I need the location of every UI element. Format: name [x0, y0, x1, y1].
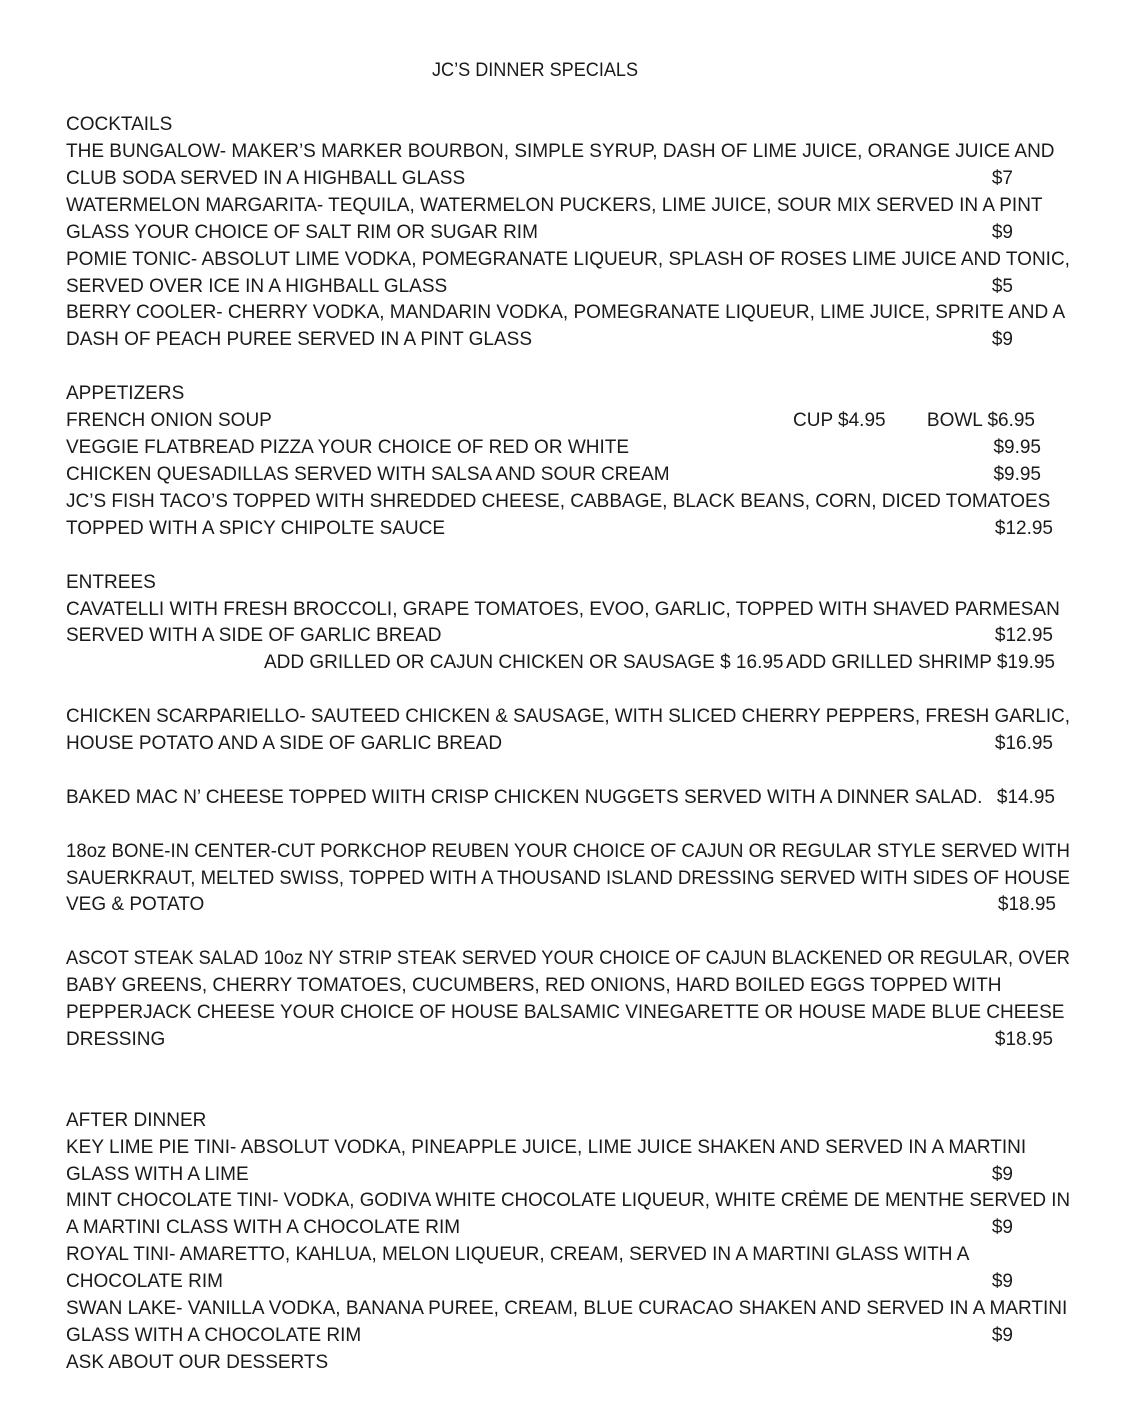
section-heading-appetizers: APPETIZERS	[66, 383, 185, 404]
entree-description: CAVATELLI WITH FRESH BROCCOLI, GRAPE TOMATOES, EVOO, GARLIC, TOPPED WITH SHAVED PARMESAN	[66, 599, 1060, 620]
entree-addon-shrimp: ADD GRILLED SHRIMP $19.95	[786, 652, 1055, 673]
section-heading-after-dinner: AFTER DINNER	[66, 1110, 207, 1131]
cocktail-price: $9	[991, 329, 1013, 350]
cocktail-description: CLUB SODA SERVED IN A HIGHBALL GLASS	[66, 168, 466, 189]
cocktail-description: BERRY COOLER- CHERRY VODKA, MANDARIN VODKA, POMEGRANATE LIQUEUR, LIME JUICE, SPRITE AND A	[66, 302, 1066, 323]
entree-description: CHICKEN SCARPARIELLO- SAUTEED CHICKEN & SAUSAGE, WITH SLICED CHERRY PEPPERS, FRESH GARLIC,	[66, 706, 1070, 727]
cocktail-description: SERVED OVER ICE IN A HIGHBALL GLASS	[66, 276, 448, 297]
after-dinner-description: MINT CHOCOLATE TINI- VODKA, GODIVA WHITE CHOCOLATE LIQUEUR, WHITE CRÈME DE MENTHE SERVED IN	[66, 1190, 1071, 1211]
after-dinner-description: CHOCOLATE RIM	[66, 1271, 223, 1292]
cocktail-price: $7	[991, 168, 1013, 189]
after-dinner-description: GLASS WITH A CHOCOLATE RIM	[66, 1325, 362, 1346]
entree-description: PEPPERJACK CHEESE YOUR CHOICE OF HOUSE BALSAMIC VINEGARETTE OR HOUSE MADE BLUE CHEESE	[66, 1002, 1065, 1023]
entree-price: $12.95	[994, 625, 1053, 646]
appetizer-price-cup: CUP $4.95	[793, 410, 886, 431]
appetizer-price-bowl: BOWL $6.95	[926, 410, 1035, 431]
section-heading-entrees: ENTREES	[66, 572, 156, 593]
after-dinner-price: $9	[991, 1164, 1013, 1185]
entree-description: SAUERKRAUT, MELTED SWISS, TOPPED WITH A THOUSAND ISLAND DRESSING SERVED WITH SIDES OF HOUSE	[66, 868, 1070, 889]
appetizer-name: FRENCH ONION SOUP	[66, 410, 272, 431]
menu-title: JC’S DINNER SPECIALS	[431, 60, 639, 81]
after-dinner-price: $9	[991, 1217, 1013, 1238]
after-dinner-description: KEY LIME PIE TINI- ABSOLUT VODKA, PINEAPPLE JUICE, LIME JUICE SHAKEN AND SERVED IN A MARTINI	[66, 1137, 1027, 1158]
after-dinner-description: SWAN LAKE- VANILLA VODKA, BANANA PUREE, CREAM, BLUE CURACAO SHAKEN AND SERVED IN A MARTINI	[66, 1298, 1068, 1319]
entree-description: ASCOT STEAK SALAD 10oz NY STRIP STEAK SERVED YOUR CHOICE OF CAJUN BLACKENED OR REGULAR, OVER	[66, 948, 1070, 969]
cocktail-price: $5	[991, 276, 1013, 297]
cocktail-description: POMIE TONIC- ABSOLUT LIME VODKA, POMEGRANATE LIQUEUR, SPLASH OF ROSES LIME JUICE AND TONIC,	[66, 249, 1070, 270]
appetizer-price: $12.95	[994, 518, 1053, 539]
cocktail-description: WATERMELON MARGARITA- TEQUILA, WATERMELON PUCKERS, LIME JUICE, SOUR MIX SERVED IN A PINT	[66, 195, 1043, 216]
after-dinner-description: A MARTINI CLASS WITH A CHOCOLATE RIM	[66, 1217, 461, 1238]
entree-description: 18oz BONE-IN CENTER-CUT PORKCHOP REUBEN YOUR CHOICE OF CAJUN OR REGULAR STYLE SERVED WITH	[66, 841, 1070, 862]
entree-description: DRESSING	[66, 1029, 166, 1050]
cocktail-description: DASH OF PEACH PUREE SERVED IN A PINT GLASS	[66, 329, 532, 350]
entree-price: $16.95	[994, 733, 1053, 754]
entree-price: $14.95	[996, 787, 1055, 808]
appetizer-price: $9.95	[993, 437, 1041, 458]
after-dinner-price: $9	[991, 1271, 1013, 1292]
entree-price: $18.95	[994, 1029, 1053, 1050]
entree-description: SERVED WITH A SIDE OF GARLIC BREAD	[66, 625, 442, 646]
appetizer-name: JC’S FISH TACO’S TOPPED WITH SHREDDED CHEESE, CABBAGE, BLACK BEANS, CORN, DICED TOMATOES	[66, 491, 1051, 512]
cocktail-price: $9	[991, 222, 1013, 243]
cocktail-description: THE BUNGALOW- MAKER’S MARKER BOURBON, SIMPLE SYRUP, DASH OF LIME JUICE, ORANGE JUICE AND	[66, 141, 1055, 162]
entree-price: $18.95	[997, 894, 1056, 915]
appetizer-price: $9.95	[993, 464, 1041, 485]
after-dinner-description: GLASS WITH A LIME	[66, 1164, 249, 1185]
cocktail-description: GLASS YOUR CHOICE OF SALT RIM OR SUGAR RIM	[66, 222, 538, 243]
entree-description: HOUSE POTATO AND A SIDE OF GARLIC BREAD	[66, 733, 503, 754]
section-heading-cocktails: COCKTAILS	[66, 114, 173, 135]
entree-description: BABY GREENS, CHERRY TOMATOES, CUCUMBERS, RED ONIONS, HARD BOILED EGGS TOPPED WITH	[66, 975, 1002, 996]
entree-addon-chicken: ADD GRILLED OR CAJUN CHICKEN OR SAUSAGE $ 16.95	[264, 652, 784, 673]
appetizer-name: VEGGIE FLATBREAD PIZZA YOUR CHOICE OF RED OR WHITE	[66, 437, 630, 458]
appetizer-name: CHICKEN QUESADILLAS SERVED WITH SALSA AND SOUR CREAM	[66, 464, 670, 485]
after-dinner-price: $9	[991, 1325, 1013, 1346]
entree-description: VEG & POTATO	[66, 894, 205, 915]
desserts-note: ASK ABOUT OUR DESSERTS	[66, 1352, 329, 1373]
appetizer-name: TOPPED WITH A SPICY CHIPOLTE SAUCE	[66, 518, 446, 539]
after-dinner-description: ROYAL TINI- AMARETTO, KAHLUA, MELON LIQUEUR, CREAM, SERVED IN A MARTINI GLASS WITH A	[66, 1244, 970, 1265]
entree-description: BAKED MAC N’ CHEESE TOPPED WIITH CRISP CHICKEN NUGGETS SERVED WITH A DINNER SALAD.	[66, 787, 983, 808]
